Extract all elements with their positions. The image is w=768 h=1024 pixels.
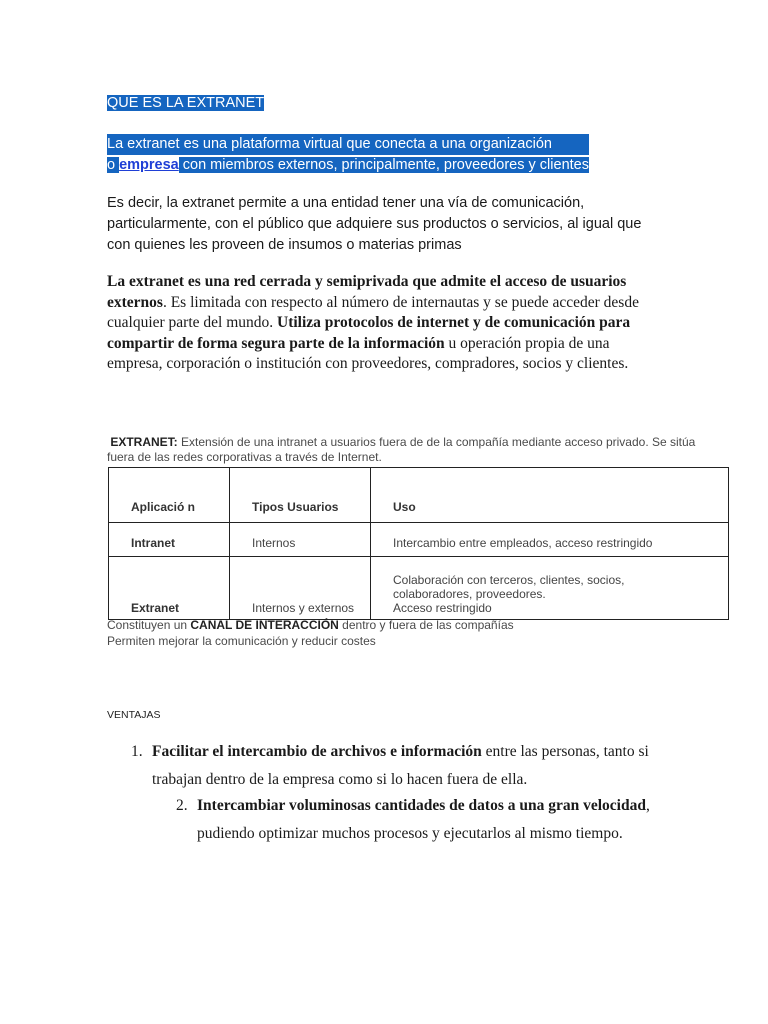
header-aplicacion: Aplicació n [109,468,230,523]
para2-bold-1: La extranet es una red cerrada y semiprivada que admite el acceso de usuarios externos [107,273,627,311]
extranet-definition-text: Extensión de una intranet a usuarios fuera de de la compañía mediante acceso privado. Se sitúa fuera de las redes corporativas a través de Internet. [107,435,696,464]
canal-prefix: Constituyen un [107,618,191,632]
intro-line-1: La extranet es una plataforma virtual que conecta a una organización [107,134,589,155]
list-item-bold: Facilitar el intercambio de archivos e información [152,743,482,760]
header-uso: Uso [371,468,729,523]
empresa-link[interactable]: empresa [119,157,179,173]
cell-uso-line: Acceso restringido [393,601,492,615]
page-title [107,94,264,112]
canal-bold: CANAL DE INTERACCIÓN [190,618,339,632]
list-item-bold: Intercambiar voluminosas cantidades de datos a una gran velocidad [197,797,646,814]
extranet-definition [107,435,697,465]
cell-uso-line: colaboradores, proveedores. [393,587,546,601]
header-tipos-usuarios: Tipos Usuarios [230,468,371,523]
intro-line-2-suffix: con miembros externos, principalmente, proveedores y clientes [178,157,589,173]
canal-note [107,617,514,649]
cell-uso-line: Colaboración con terceros, clientes, socios, [393,573,625,587]
intro-line-2-prefix: o [107,157,120,173]
intro-paragraph [107,134,589,176]
para2-text-1: . Es limitada con respecto al número de internautas y se puede acceder desde cualquier parte del mundo. [107,293,639,331]
canal-suffix: dentro y fuera de las compañías [338,618,514,632]
cell-users: Internos [230,523,371,557]
ventajas-heading: VENTAJAS [107,709,161,721]
cell-app: Intranet [109,523,230,557]
canal-line-2: Permiten mejorar la comunicación y reducir costes [107,634,376,648]
cell-users: Internos y externos [230,557,371,620]
list-number: 1. [131,743,143,760]
paragraph-comunicacion: Es decir, la extranet permite a una entidad tener una vía de comunicación, particularmente, con el público que adquiere sus productos o servicios, al igual que con quienes les proveen de insumos o materias primas [107,195,642,253]
cell-uso: Intercambio entre empleados, acceso restringido [371,523,729,557]
list-item [131,738,652,794]
table-row [109,523,729,557]
paragraph-red-cerrada [107,272,647,375]
table-header-row [109,468,729,523]
list-item-text: , pudiendo optimizar muchos procesos y ejecutarlos al mismo tiempo. [197,797,650,842]
cell-uso [371,557,729,620]
table-row [109,557,729,620]
usage-table [108,467,729,620]
extranet-label: EXTRANET: [110,435,178,449]
list-item-text: entre las personas, tanto si trabajan dentro de la empresa como si lo hacen fuera de ella. [152,743,649,788]
cell-app: Extranet [109,557,230,620]
para2-bold-2: Utiliza protocolos de internet y de comunicación para compartir de forma segura parte de la información [107,314,631,352]
para2-text-2: u operación propia de una empresa, corporación o institución con proveedores, compradores, socios y clientes. [107,334,629,372]
title-text: QUE ES LA EXTRANET [107,95,265,111]
list-item [176,792,657,848]
list-number: 2. [176,797,188,814]
